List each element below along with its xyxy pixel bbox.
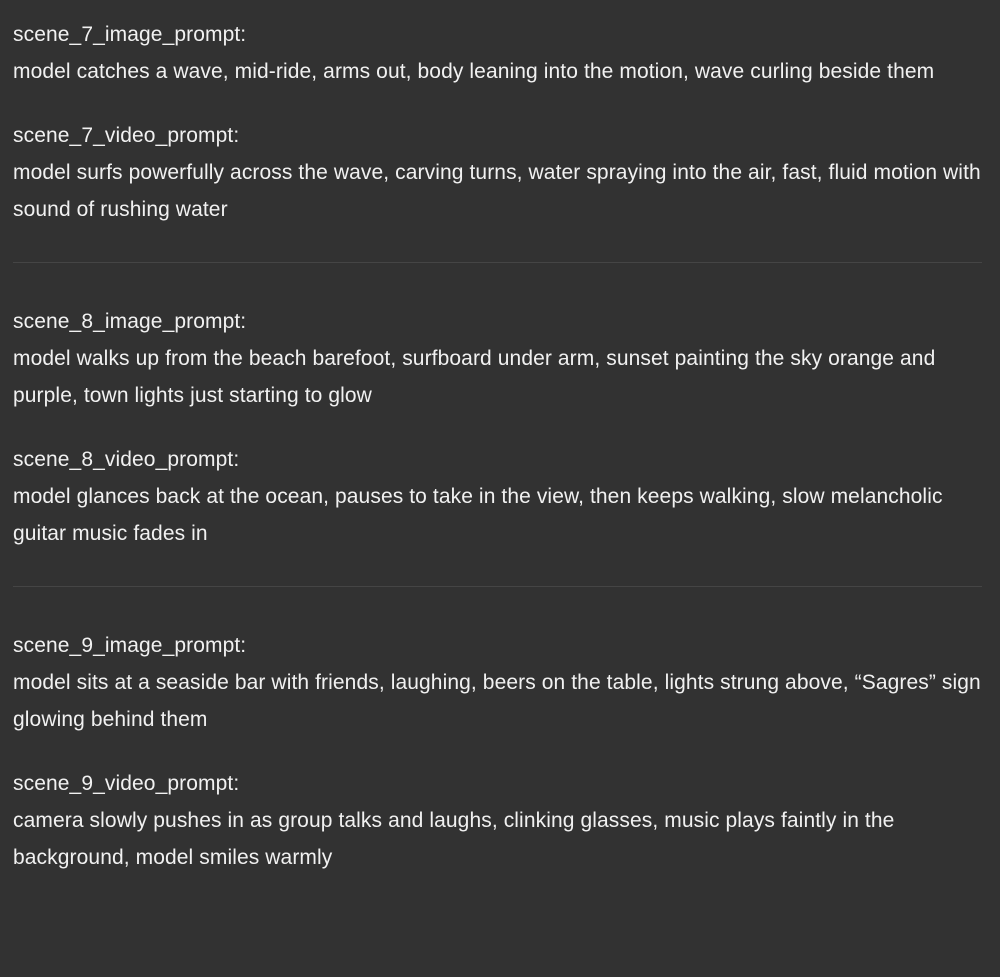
scene-8-section — [13, 303, 986, 552]
scene-9-video-prompt — [13, 765, 986, 876]
scene-8-image-prompt-key: scene_8_image_prompt: — [13, 310, 247, 333]
scene-8-image-prompt-text: model walks up from the beach barefoot, surfboard under arm, sunset painting the sky orange and purple, town lights just starting to glow — [13, 347, 936, 407]
scene-9-video-prompt-text: camera slowly pushes in as group talks and laughs, clinking glasses, music plays faintly in the background, model smiles warmly — [13, 809, 895, 869]
scene-7-video-prompt-text: model surfs powerfully across the wave, carving turns, water spraying into the air, fast, fluid motion with sound of rushing water — [13, 161, 981, 221]
scene-9-video-prompt-key: scene_9_video_prompt: — [13, 772, 240, 795]
scene-7-video-prompt — [13, 117, 986, 228]
scene-9-image-prompt-text: model sits at a seaside bar with friends, laughing, beers on the table, lights strung above, “Sagres” sign glowing behind them — [13, 671, 981, 731]
scene-7-image-prompt-text: model catches a wave, mid-ride, arms out, body leaning into the motion, wave curling beside them — [13, 60, 935, 83]
scene-8-image-prompt — [13, 303, 986, 414]
scene-7-video-prompt-key: scene_7_video_prompt: — [13, 124, 240, 147]
scene-7-image-prompt — [13, 16, 986, 90]
scene-9-image-prompt-key: scene_9_image_prompt: — [13, 634, 247, 657]
scene-8-video-prompt-key: scene_8_video_prompt: — [13, 448, 240, 471]
scene-7-image-prompt-key: scene_7_image_prompt: — [13, 23, 247, 46]
section-divider — [13, 262, 982, 263]
scene-7-section — [13, 16, 986, 228]
scene-8-video-prompt-text: model glances back at the ocean, pauses to take in the view, then keeps walking, slow melancholic guitar music fades in — [13, 485, 943, 545]
scene-9-section — [13, 627, 986, 876]
section-divider — [13, 586, 982, 587]
scene-8-video-prompt — [13, 441, 986, 552]
scene-9-image-prompt — [13, 627, 986, 738]
